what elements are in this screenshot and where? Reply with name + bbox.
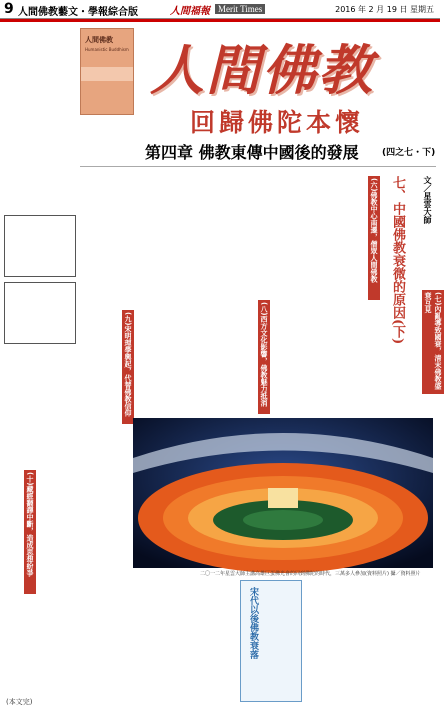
page-header <box>0 0 440 19</box>
newspaper-logo-en: Merit Times <box>215 4 265 14</box>
book-subtitle: Humanistic Buddhism <box>85 47 129 52</box>
stadium-photo <box>133 418 433 568</box>
main-title: 回歸佛陀本懷 <box>190 108 365 137</box>
heading-ten: (十)藏經翻譯中斷，造成思想紛爭 <box>24 470 36 594</box>
chapter-title: 第四章 佛教東傳中國後的發展 <box>145 143 359 162</box>
heading-seven: (七)內亂導致國衰，清末佛教盛衰互見 <box>422 290 444 394</box>
book-band <box>81 67 133 81</box>
author-byline: 文／星雲大師 <box>423 176 432 224</box>
body-column-5 <box>4 350 124 690</box>
photo-caption: 二〇一二年星雲大師主講高雄巨蛋佛光會的回到佛陀的時代，三萬多人參加(資料照片) 攝／資料照片 <box>200 571 421 577</box>
title-rule <box>80 166 436 167</box>
part-number: (四之七・下) <box>382 148 436 158</box>
newspaper-logo: 人間福報 <box>170 6 210 17</box>
book-title: 人間佛教 <box>85 35 113 44</box>
issue-date: 2016 年 2 月 19 日 星期五 <box>335 5 434 14</box>
article-end: (本文完) <box>6 698 33 706</box>
body-column-4 <box>305 590 435 695</box>
masthead-calligraphy: 人間佛教 <box>150 38 374 102</box>
stadium-illustration <box>133 418 433 568</box>
pull-quote-text: 宋代以後佛教衰落 <box>248 587 258 659</box>
heading-six: (六)佛教中心南遷，僧眾人間佛教 <box>368 176 380 300</box>
body-column-1 <box>300 176 360 416</box>
heading-nine: (九)宋明理學興起，代替佛教信仰 <box>122 310 134 424</box>
pull-quote <box>240 580 302 702</box>
sidebar-box-2 <box>4 282 76 344</box>
book-cover-image <box>80 28 134 115</box>
body-column-3 <box>133 590 233 695</box>
section-name: 人間佛教藝文・學報綜合版 <box>18 7 138 18</box>
page-number: 9 <box>4 1 14 17</box>
heading-eight: (八)西方文化影響，佛教魅力抵消 <box>258 300 270 414</box>
sidebar-box <box>4 215 76 277</box>
section-title: 七、中國佛教衰微的原因(下) <box>390 176 405 345</box>
header-divider <box>0 19 440 22</box>
